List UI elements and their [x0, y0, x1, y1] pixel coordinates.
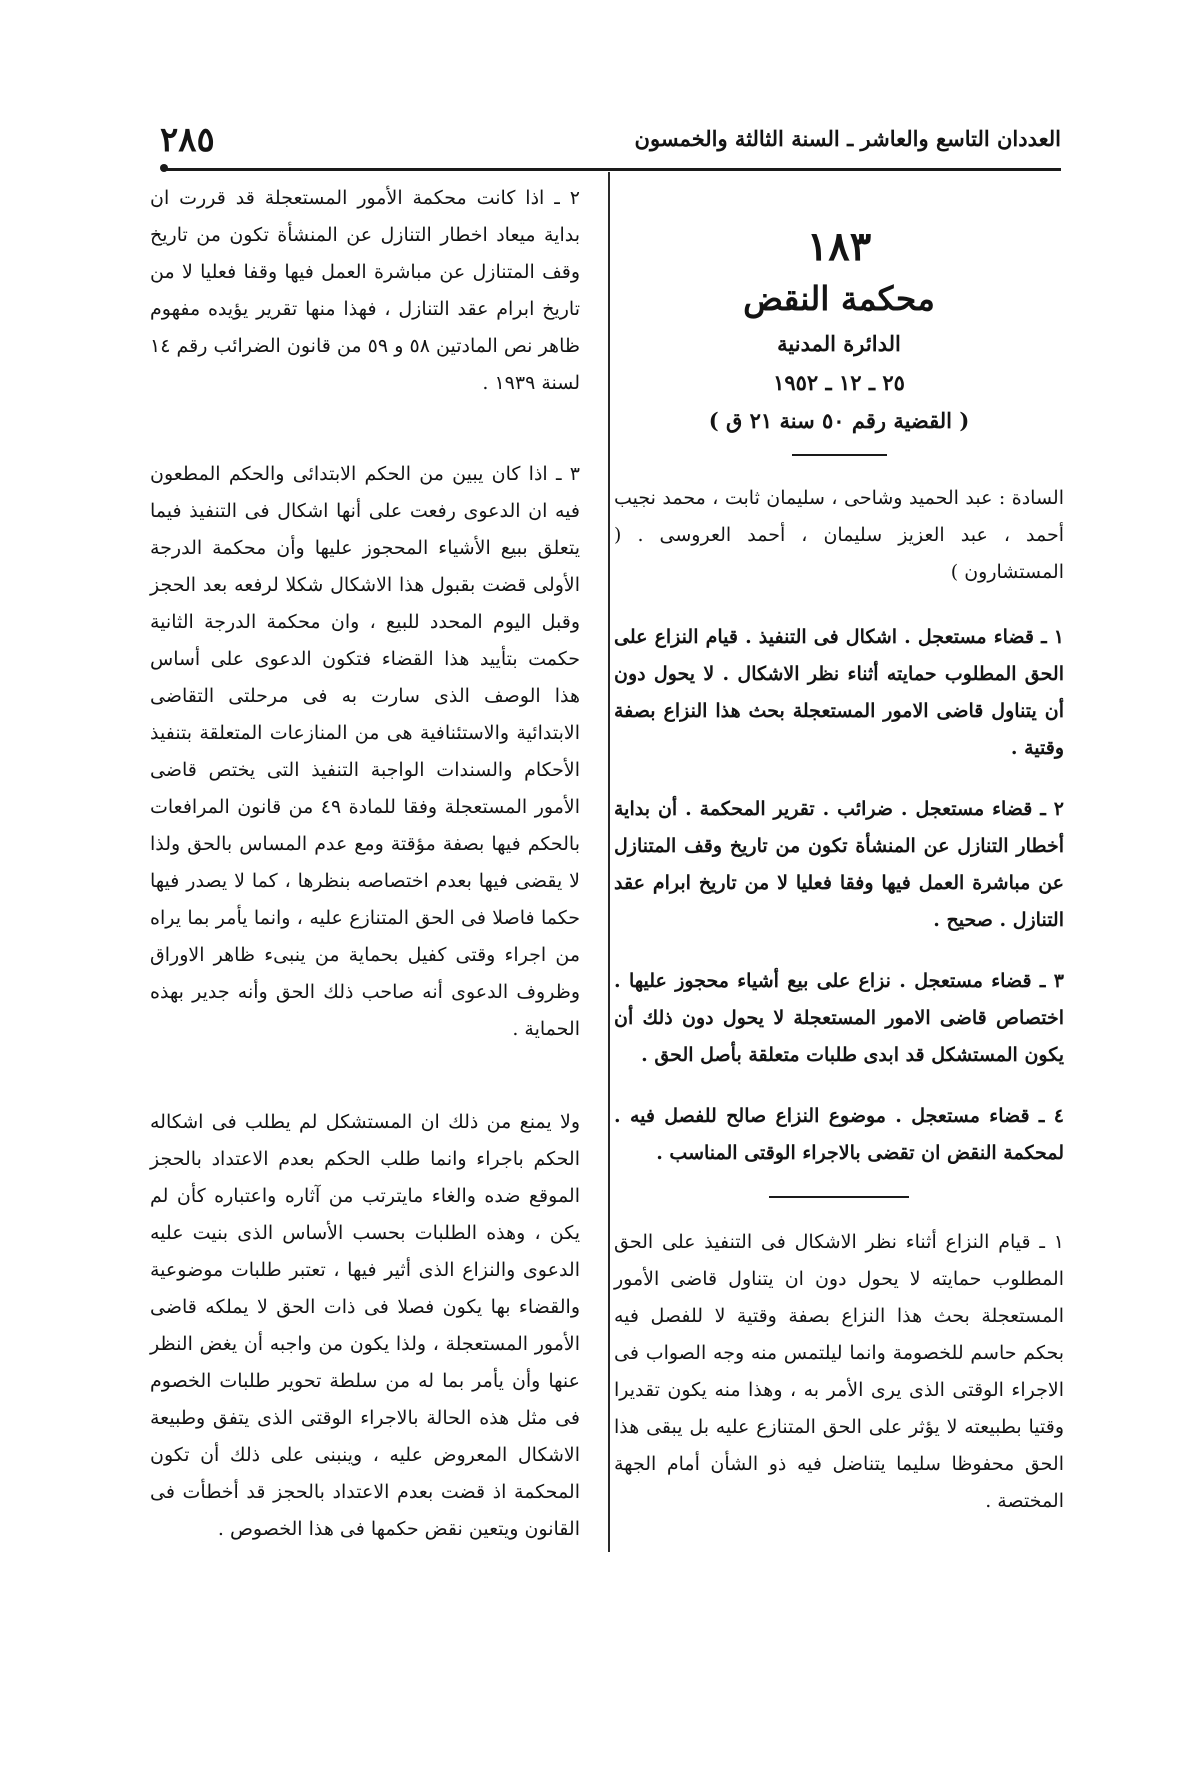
case-number: ١٨٣ [806, 223, 872, 270]
judges-list: السادة : عبد الحميد وشاحى ، سليمان ثابت ، محمد نجيب أحمد ، عبد العزيز سليمان ، أحمد العروسى . ( المستشارون ) [614, 487, 1064, 583]
case-reference: ( القضية رقم ٥٠ سنة ٢١ ق ) [708, 408, 970, 433]
case-date: ٢٥ ـ ١٢ ـ ١٩٥٢ [773, 370, 905, 395]
summary-item: ١ ـ قضاء مستعجل . اشكال فى التنفيذ . قيام النزاع على الحق المطلوب حمايته أثناء نظر الاشكال . لا يحول دون أن يتناول قاضى الامور المستعجلة بحث هذا النزاع بصفة وقتية . [614, 626, 1064, 759]
page-header [160, 120, 1061, 170]
summary-item: ٤ ـ قضاء مستعجل . موضوع النزاع صالح للفصل فيه . لمحكمة النقض ان تقضى بالاجراء الوقتى المناسب . [614, 1105, 1064, 1164]
body-paragraph: ولا يمنع من ذلك ان المستشكل لم يطلب فى اشكاله الحكم باجراء وانما طلب الحكم بعدم الاعتداد بالحجز الموقع ضده والغاء مايترتب من آثاره واعتباره كأن لم يكن ، وهذه الطلبات بحسب الأساس الذى بنيت عليه الدعوى والنزاع الذى أثير فيها ، تعتبر طلبات موضوعية والقضاء بها يكون فصلا فى ذات الحق لا يملكه قاضى الأمور المستعجلة ، ولذا يكون من واجبه أن يغض النظر عنها وأن يأمر بما له من سلطة تحوير طلبات الخصوم فى مثل هذه الحالة بالاجراء الوقتى الذى يتفق وطبيعة الاشكال المعروض عليه ، وينبنى على ذلك أن تكون المحكمة اذ قضت بعدم الاعتداد بالحجز قد أخطأت فى القانون ويتعين نقض حكمها فى هذا الخصوص . [150, 1111, 580, 1540]
body-paragraph: ٢ ـ اذا كانت محكمة الأمور المستعجلة قد قررت ان بداية ميعاد اخطار التنازل عن المنشأة تكون من تاريخ وقف المتنازل عن مباشرة العمل فيها وقفا فعليا لا من تاريخ ابرام عقد التنازل ، فهذا منها تقرير يؤيده مفهوم ظاهر نص المادتين ٥٨ و ٥٩ من قانون الضرائب رقم ١٤ لسنة ١٩٣٩ . [150, 187, 580, 394]
summary-item: ٣ ـ قضاء مستعجل . نزاع على بيع أشياء محجوز عليها . اختصاص قاضى الامور المستعجلة لا يحول دون ذلك أن يكون المستشكل قد ابدى طلبات متعلقة بأصل الحق . [614, 970, 1064, 1066]
court-circuit: الدائرة المدنية [777, 331, 901, 356]
header-rule-dot [160, 164, 168, 172]
left-column [150, 180, 580, 1548]
section-rule [792, 454, 887, 456]
column-divider [608, 172, 610, 1552]
running-head: العددان التاسع والعاشر ـ السنة الثالثة والخمسون [634, 126, 1061, 151]
page-number: ٢٨٥ [160, 120, 215, 160]
principle-paragraph: ١ ـ قيام النزاع أثناء نظر الاشكال فى التنفيذ على الحق المطلوب حمايته لا يحول دون ان يتناول قاضى الأمور المستعجلة بحث هذا النزاع بصفة وقتية لا للفصل فيه بحكم حاسم للخصومة وانما ليلتمس منه وجه الصواب فى الاجراء الوقتى الذى يرى الأمر به ، وهذا منه يكون تقديرا وقتيا بطبيعته لا يؤثر على الحق المتنازع عليه بل يبقى هذا الحق محفوظا سليما يتناضل فيه ذو الشأن أمام الجهة المختصة . [614, 1231, 1064, 1512]
header-rule [163, 168, 1061, 171]
section-rule [769, 1196, 909, 1198]
body-paragraph: ٣ ـ اذا كان يبين من الحكم الابتدائى والحكم المطعون فيه ان الدعوى رفعت على أنها اشكال فى التنفيذ فيما يتعلق ببيع الأشياء المحجوز عليها وأن محكمة الدرجة الأولى قضت بقبول هذا الاشكال شكلا لرفعه بعد الحجز وقبل اليوم المحدد للبيع ، وان محكمة الدرجة الثانية حكمت بتأييد هذا القضاء فتكون الدعوى على أساس هذا الوصف الذى سارت به فى مرحلتى التقاضى الابتدائية والاستئنافية هى من المنازعات المتعلقة بتنفيذ الأحكام والسندات الواجبة التنفيذ التى يختص قاضى الأمور المستعجلة وفقا للمادة ٤٩ من قانون المرافعات بالحكم فيها بصفة مؤقتة ومع عدم المساس بالحق ولذا لا يقضى فيها بعدم اختصاصه بنظرها ، كما لا يصدر فيها حكما فاصلا فى الحق المتنازع عليه ، وانما يأمر بما يراه من اجراء وقتى كفيل بحماية من ينبىء ظاهر الاوراق وظروف الدعوى أنه صاحب ذلك الحق وأنه جدير بهذه الحماية . [150, 463, 580, 1040]
summary-item: ٢ ـ قضاء مستعجل . ضرائب . تقرير المحكمة . أن بداية أخطار التنازل عن المنشأة تكون من تاريخ وقف المتنازل عن مباشرة العمل فيها وفقا فعليا لا من تاريخ ابرام عقد التنازل . صحيح . [614, 798, 1064, 931]
right-column [614, 220, 1064, 1520]
court-name: محكمة النقض [743, 279, 935, 318]
